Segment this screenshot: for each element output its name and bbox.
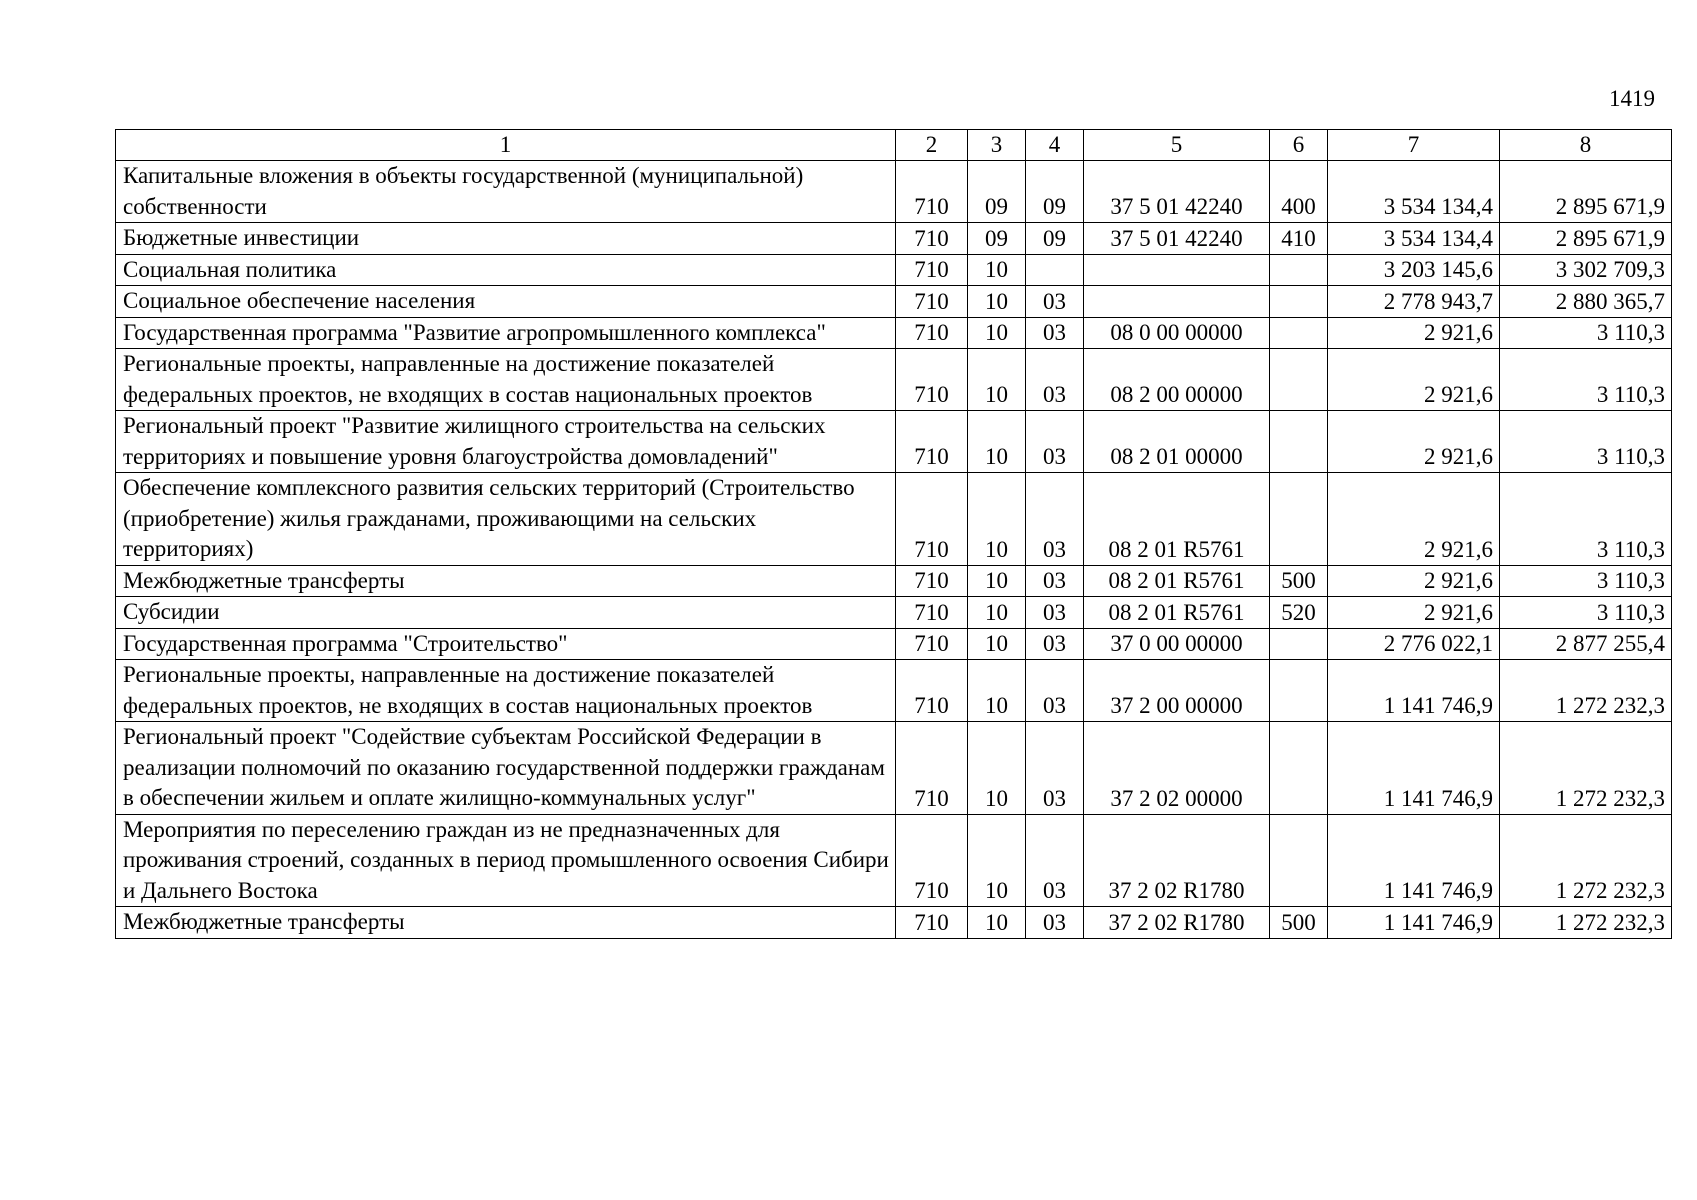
row-name-cell: Субсидии xyxy=(116,597,896,629)
subsection-code-cell: 03 xyxy=(1026,317,1084,349)
table-row xyxy=(116,597,1672,629)
column-header-3: 3 xyxy=(968,130,1026,161)
page-number: 1419 xyxy=(1609,86,1655,111)
amount-year1-cell: 2 921,6 xyxy=(1328,349,1500,411)
amount-year2-cell: 1 272 232,3 xyxy=(1500,722,1672,815)
target-article-cell xyxy=(1084,254,1270,286)
target-article-cell: 37 2 02 R1780 xyxy=(1084,814,1270,907)
table-body xyxy=(116,130,1672,939)
section-code-cell: 10 xyxy=(968,814,1026,907)
expense-type-cell xyxy=(1270,317,1328,349)
amount-year1-cell: 1 141 746,9 xyxy=(1328,814,1500,907)
column-header-6: 6 xyxy=(1270,130,1328,161)
ministry-code-cell: 710 xyxy=(896,660,968,722)
expense-type-cell xyxy=(1270,473,1328,566)
amount-year2-cell: 3 302 709,3 xyxy=(1500,254,1672,286)
ministry-code-cell: 710 xyxy=(896,565,968,597)
row-name-cell: Региональный проект "Развитие жилищного строительства на сельских территориях и повышение уровня благоустройства домовладений" xyxy=(116,411,896,473)
section-code-cell: 10 xyxy=(968,254,1026,286)
subsection-code-cell: 03 xyxy=(1026,907,1084,939)
ministry-code-cell: 710 xyxy=(896,411,968,473)
amount-year1-cell: 3 203 145,6 xyxy=(1328,254,1500,286)
subsection-code-cell: 03 xyxy=(1026,473,1084,566)
expense-type-cell xyxy=(1270,411,1328,473)
subsection-code-cell: 03 xyxy=(1026,660,1084,722)
row-name-cell: Государственная программа "Развитие агропромышленного комплекса" xyxy=(116,317,896,349)
section-code-cell: 10 xyxy=(968,349,1026,411)
amount-year2-cell: 2 877 255,4 xyxy=(1500,628,1672,660)
section-code-cell: 10 xyxy=(968,722,1026,815)
subsection-code-cell: 03 xyxy=(1026,411,1084,473)
row-name-cell: Региональный проект "Содействие субъектам Российской Федерации в реализации полномочий по оказанию государственной поддержки гражданам в обеспечении жильем и оплате жилищно-коммунальных услуг" xyxy=(116,722,896,815)
table-row xyxy=(116,317,1672,349)
amount-year2-cell: 3 110,3 xyxy=(1500,597,1672,629)
target-article-cell xyxy=(1084,286,1270,318)
amount-year1-cell: 2 778 943,7 xyxy=(1328,286,1500,318)
row-name-cell: Мероприятия по переселению граждан из не предназначенных для проживания строений, созданных в период промышленного освоения Сибири и Дальнего Востока xyxy=(116,814,896,907)
amount-year1-cell: 2 921,6 xyxy=(1328,317,1500,349)
amount-year2-cell: 1 272 232,3 xyxy=(1500,660,1672,722)
subsection-code-cell xyxy=(1026,254,1084,286)
amount-year2-cell: 3 110,3 xyxy=(1500,349,1672,411)
target-article-cell: 37 2 00 00000 xyxy=(1084,660,1270,722)
amount-year2-cell: 1 272 232,3 xyxy=(1500,814,1672,907)
target-article-cell: 08 2 01 00000 xyxy=(1084,411,1270,473)
column-header-8: 8 xyxy=(1500,130,1672,161)
expense-type-cell xyxy=(1270,254,1328,286)
header-row xyxy=(116,130,1672,161)
target-article-cell: 08 2 01 R5761 xyxy=(1084,473,1270,566)
amount-year1-cell: 1 141 746,9 xyxy=(1328,660,1500,722)
row-name-cell: Региональные проекты, направленные на достижение показателей федеральных проектов, не входящих в состав национальных проектов xyxy=(116,349,896,411)
target-article-cell: 37 5 01 42240 xyxy=(1084,223,1270,255)
column-header-1: 1 xyxy=(116,130,896,161)
target-article-cell: 08 2 00 00000 xyxy=(1084,349,1270,411)
amount-year2-cell: 3 110,3 xyxy=(1500,317,1672,349)
table-row xyxy=(116,814,1672,907)
target-article-cell: 37 2 02 00000 xyxy=(1084,722,1270,815)
amount-year1-cell: 1 141 746,9 xyxy=(1328,907,1500,939)
expense-type-cell: 520 xyxy=(1270,597,1328,629)
ministry-code-cell: 710 xyxy=(896,161,968,223)
row-name-cell: Капитальные вложения в объекты государственной (муниципальной) собственности xyxy=(116,161,896,223)
target-article-cell: 08 2 01 R5761 xyxy=(1084,597,1270,629)
section-code-cell: 10 xyxy=(968,473,1026,566)
subsection-code-cell: 09 xyxy=(1026,161,1084,223)
ministry-code-cell: 710 xyxy=(896,317,968,349)
target-article-cell: 37 0 00 00000 xyxy=(1084,628,1270,660)
section-code-cell: 09 xyxy=(968,223,1026,255)
expense-type-cell xyxy=(1270,814,1328,907)
table-row xyxy=(116,286,1672,318)
ministry-code-cell: 710 xyxy=(896,254,968,286)
column-header-5: 5 xyxy=(1084,130,1270,161)
expense-type-cell: 410 xyxy=(1270,223,1328,255)
ministry-code-cell: 710 xyxy=(896,814,968,907)
row-name-cell: Региональные проекты, направленные на достижение показателей федеральных проектов, не входящих в состав национальных проектов xyxy=(116,660,896,722)
column-header-2: 2 xyxy=(896,130,968,161)
amount-year1-cell: 2 921,6 xyxy=(1328,565,1500,597)
subsection-code-cell: 03 xyxy=(1026,597,1084,629)
section-code-cell: 10 xyxy=(968,597,1026,629)
ministry-code-cell: 710 xyxy=(896,286,968,318)
amount-year2-cell: 3 110,3 xyxy=(1500,473,1672,566)
amount-year1-cell: 1 141 746,9 xyxy=(1328,722,1500,815)
table-row xyxy=(116,473,1672,566)
amount-year1-cell: 2 776 022,1 xyxy=(1328,628,1500,660)
expense-type-cell xyxy=(1270,349,1328,411)
subsection-code-cell: 03 xyxy=(1026,286,1084,318)
amount-year2-cell: 2 880 365,7 xyxy=(1500,286,1672,318)
section-code-cell: 10 xyxy=(968,411,1026,473)
section-code-cell: 10 xyxy=(968,628,1026,660)
amount-year1-cell: 3 534 134,4 xyxy=(1328,161,1500,223)
ministry-code-cell: 710 xyxy=(896,628,968,660)
expense-type-cell xyxy=(1270,628,1328,660)
subsection-code-cell: 03 xyxy=(1026,349,1084,411)
section-code-cell: 10 xyxy=(968,286,1026,318)
amount-year2-cell: 2 895 671,9 xyxy=(1500,161,1672,223)
row-name-cell: Обеспечение комплексного развития сельских территорий (Строительство (приобретение) жилья гражданами, проживающими на сельских территориях) xyxy=(116,473,896,566)
subsection-code-cell: 03 xyxy=(1026,565,1084,597)
amount-year2-cell: 2 895 671,9 xyxy=(1500,223,1672,255)
row-name-cell: Государственная программа "Строительство" xyxy=(116,628,896,660)
table-row xyxy=(116,660,1672,722)
table-row xyxy=(116,161,1672,223)
table-row xyxy=(116,254,1672,286)
amount-year1-cell: 2 921,6 xyxy=(1328,597,1500,629)
amount-year1-cell: 3 534 134,4 xyxy=(1328,223,1500,255)
row-name-cell: Бюджетные инвестиции xyxy=(116,223,896,255)
expense-type-cell xyxy=(1270,286,1328,318)
expense-type-cell xyxy=(1270,722,1328,815)
target-article-cell: 37 2 02 R1780 xyxy=(1084,907,1270,939)
column-header-7: 7 xyxy=(1328,130,1500,161)
ministry-code-cell: 710 xyxy=(896,223,968,255)
ministry-code-cell: 710 xyxy=(896,597,968,629)
expense-type-cell: 500 xyxy=(1270,907,1328,939)
target-article-cell: 08 0 00 00000 xyxy=(1084,317,1270,349)
target-article-cell: 08 2 01 R5761 xyxy=(1084,565,1270,597)
amount-year2-cell: 3 110,3 xyxy=(1500,411,1672,473)
section-code-cell: 10 xyxy=(968,565,1026,597)
section-code-cell: 09 xyxy=(968,161,1026,223)
table-row xyxy=(116,223,1672,255)
row-name-cell: Социальное обеспечение населения xyxy=(116,286,896,318)
subsection-code-cell: 03 xyxy=(1026,722,1084,815)
amount-year1-cell: 2 921,6 xyxy=(1328,411,1500,473)
subsection-code-cell: 03 xyxy=(1026,814,1084,907)
section-code-cell: 10 xyxy=(968,907,1026,939)
ministry-code-cell: 710 xyxy=(896,473,968,566)
table-row xyxy=(116,349,1672,411)
amount-year2-cell: 1 272 232,3 xyxy=(1500,907,1672,939)
section-code-cell: 10 xyxy=(968,660,1026,722)
amount-year2-cell: 3 110,3 xyxy=(1500,565,1672,597)
expense-type-cell: 500 xyxy=(1270,565,1328,597)
section-code-cell: 10 xyxy=(968,317,1026,349)
budget-table xyxy=(115,129,1672,939)
ministry-code-cell: 710 xyxy=(896,907,968,939)
table-row xyxy=(116,628,1672,660)
expense-type-cell xyxy=(1270,660,1328,722)
table-row xyxy=(116,907,1672,939)
table-row xyxy=(116,565,1672,597)
ministry-code-cell: 710 xyxy=(896,722,968,815)
column-header-4: 4 xyxy=(1026,130,1084,161)
ministry-code-cell: 710 xyxy=(896,349,968,411)
row-name-cell: Межбюджетные трансферты xyxy=(116,565,896,597)
target-article-cell: 37 5 01 42240 xyxy=(1084,161,1270,223)
row-name-cell: Социальная политика xyxy=(116,254,896,286)
expense-type-cell: 400 xyxy=(1270,161,1328,223)
amount-year1-cell: 2 921,6 xyxy=(1328,473,1500,566)
subsection-code-cell: 09 xyxy=(1026,223,1084,255)
table-row xyxy=(116,722,1672,815)
subsection-code-cell: 03 xyxy=(1026,628,1084,660)
table-row xyxy=(116,411,1672,473)
row-name-cell: Межбюджетные трансферты xyxy=(116,907,896,939)
